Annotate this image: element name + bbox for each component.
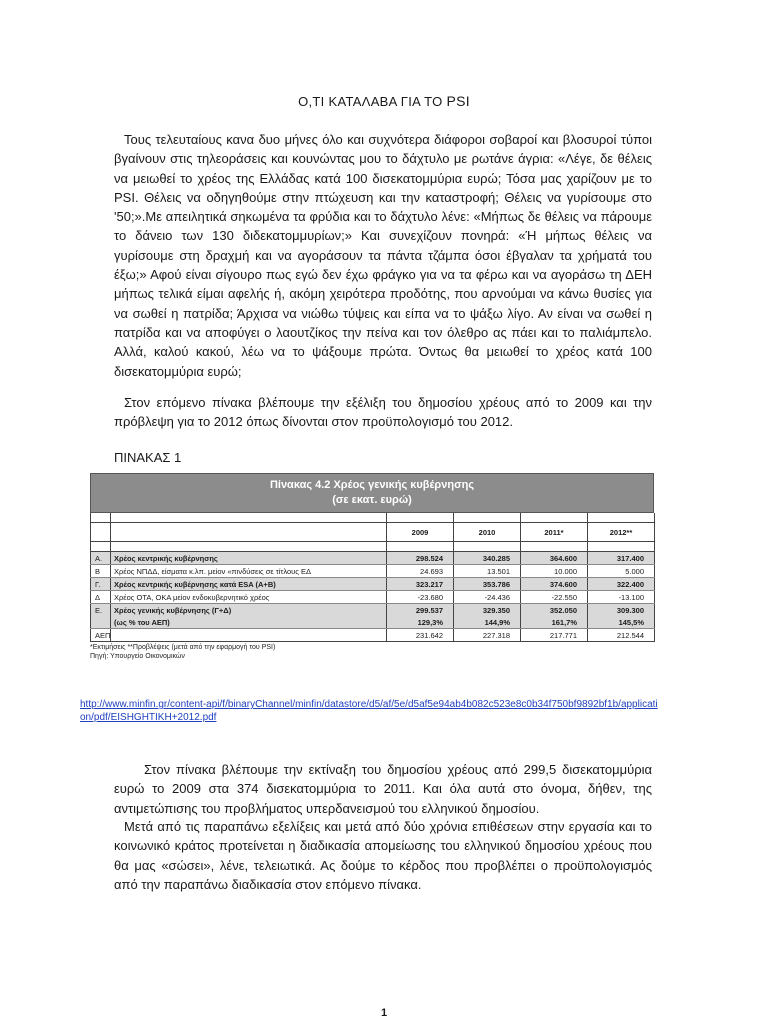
row-label: Χρέος ΝΠΔΔ, είσματα κ.λπ. μείον «πινδύσεις σε τίτλους ΕΔ: [111, 565, 387, 578]
debt-table-subtitle: (σε εκατ. ευρώ): [332, 494, 412, 506]
cell-value: 323.217: [387, 578, 454, 591]
source-link[interactable]: http://www.minfin.gr/content-api/f/binaryChannel/minfin/datastore/d5/af/5e/d5af5e94ab4b082c523e8c0b34f750bf9892bf1b/application/pdf/EISHGHTIKH+2012.pdf: [80, 699, 658, 723]
table-row: [91, 552, 655, 565]
cell-value: 353.786: [454, 578, 521, 591]
paragraph-analysis: Στον πίνακα βλέπουμε την εκτίναξη του δημοσίου χρέους από 299,5 δισεκατομμύρια ευρώ το 2009 στα 374 δισεκατομμύρια το 2011. Και όλα αυτά στο όνομα, δήθεν, της αντιμετώπισης του προβλήματος υπερδανεισμού του ελληνικού δημοσίου.: [114, 762, 652, 816]
cell-value: 145,5%: [588, 616, 655, 629]
table-header-row: [91, 523, 655, 542]
debt-table-figure: [90, 473, 654, 661]
table-row: [91, 565, 655, 578]
cell-value: 10.000: [521, 565, 588, 578]
cell-value: 298.524: [387, 552, 454, 565]
cell-value: -22.550: [521, 591, 588, 604]
cell-value: -24.436: [454, 591, 521, 604]
paragraph-conclusion: Μετά από τις παραπάνω εξελίξεις και μετά από δύο χρόνια επιθέσεων στην εργασία και το κοινωνικό κράτος προτείνεται η διαδικασία απομείωσης του ελληνικού δημοσίου χρέους που θα μας «σώσει», λένε, τελειωτικά. Ας δούμε το κέρδος που προβλέπει ο προϋπολογισμός από την παραπάνω διαδικασία στον επόμενο πίνακα.: [114, 819, 652, 892]
table-notes: [90, 643, 654, 661]
cell-value: 309.300: [588, 604, 655, 617]
debt-table-header: [90, 473, 654, 513]
paragraph-table-intro: Στον επόμενο πίνακα βλέπουμε την εξέλιξη του δημοσίου χρέους από το 2009 και την πρόβλεψη για το 2012 όπως δίνονται στον προϋπολογισμό του 2012.: [114, 395, 652, 430]
cell-value: 24.693: [387, 565, 454, 578]
row-code: Β: [91, 565, 111, 578]
cell-value: 364.600: [521, 552, 588, 565]
page-title: [0, 93, 768, 109]
cell-value: -23.680: [387, 591, 454, 604]
table-footnote: *Εκτιμήσεις **Προβλέψεις (μετά από την εφαρμογή του PSI): [90, 644, 276, 651]
debt-table-title: Πίνακας 4.2 Χρέος γενικής κυβέρνησης: [269, 479, 475, 491]
table-source: Πηγή: Υπουργείο Οικονομικών: [90, 653, 185, 660]
row-code: Ε.: [91, 604, 111, 617]
row-label: Χρέος ΟΤΑ, ΟΚΑ μείον ενδοκυβερνητικό χρέος: [111, 591, 387, 604]
year-header: 2010: [454, 523, 521, 542]
cell-value: 340.285: [454, 552, 521, 565]
cell-value: 374.600: [521, 578, 588, 591]
title-text: Ο,ΤΙ ΚΑΤΑΛΑΒΑ ΓΙΑ ΤΟ: [298, 94, 447, 109]
row-label: Χρέος κεντρικής κυβέρνησης κατά ESA (Α+Β): [111, 578, 387, 591]
cell-value: 231.642: [387, 629, 454, 642]
cell-value: 227.318: [454, 629, 521, 642]
cell-value: 5.000: [588, 565, 655, 578]
cell-value: 352.050: [521, 604, 588, 617]
row-label: Χρέος κεντρικής κυβέρνησης: [111, 552, 387, 565]
row-code: Γ.: [91, 578, 111, 591]
cell-value: 217.771: [521, 629, 588, 642]
cell-value: 129,3%: [387, 616, 454, 629]
row-label: [111, 629, 387, 642]
cell-value: 322.400: [588, 578, 655, 591]
row-code: Δ: [91, 591, 111, 604]
cell-value: -13.100: [588, 591, 655, 604]
page-number: 1: [380, 1007, 388, 1019]
cell-value: 299.537: [387, 604, 454, 617]
table-caption: ΠΙΝΑΚΑΣ 1: [114, 450, 182, 465]
paragraph-intro: Τους τελευταίους κανα δυο μήνες όλο και συχνότερα διάφοροι σοβαροί και βλοσυροί τύποι βγαίνουν στις τηλεοράσεις και κουνώντας μου το δάχτυλο με ρωτάνε άγρια: «Λέγε, δε θέλεις να μειωθεί το χρέος της Ελλάδας κατά 100 δισεκατομμύρια ευρώ; Τόσα μας χαρίζουν με το PSI. Θέλεις να οδηγηθούμε στην πτώχευση και την καταστροφή; Θέλεις να γυρίσουμε στο '50;».Με απειλητικά σηκωμένα τα φρύδια και το δάχτυλο λένε: «Μήπως δε θέλεις να πάρουμε το δάνειο των 130 διδεκατομμυρίων;» Και συνεχίζουν πονηρά: «Ή μήπως θέλεις να γυρίσουμε στη δραχμή και να αγοράσουν τα πάντα τζάμπα όσοι έβγαλαν τα χρήματά του έξω;» Αφού είναι σίγουρο πως εγώ δεν έχω φράγκο για να τα φέρω και να αγοράσω τη ΔΕΗ μήπως τελικά είμαι αφελής ή, ακόμη χειρότερα προδότης, που αρνούμαι να κάνω θυσίες για να σωθεί η πατρίδα; Άρχισα να νιώθω τύψεις και είπα να το ψάξω λίγο. Αν είναι να σωθεί η πατρίδα και να αποφύγει ο λαουτζίκος την πείνα και τον όλεθρο ας πάει και το παλιάμπελο. Αλλά, καλού κακού, λέω να το ψάξουμε πρώτα. Όντως θα μειωθεί το χρέος κατά 100 δισεκατομμύρια ευρώ;: [114, 132, 652, 379]
cell-value: 317.400: [588, 552, 655, 565]
row-code: Α.: [91, 552, 111, 565]
cell-value: 212.544: [588, 629, 655, 642]
table-row: [91, 629, 655, 642]
year-header: 2011*: [521, 523, 588, 542]
cell-value: 329.350: [454, 604, 521, 617]
cell-value: 144,9%: [454, 616, 521, 629]
year-header: 2009: [387, 523, 454, 542]
cell-value: 161,7%: [521, 616, 588, 629]
cell-value: 13.501: [454, 565, 521, 578]
row-label: Χρέος γενικής κυβέρνησης (Γ+Δ): [111, 604, 387, 617]
year-header: 2012**: [588, 523, 655, 542]
row-label: (ως % του ΑΕΠ): [111, 616, 387, 629]
title-psi: PSI: [446, 93, 470, 109]
debt-table: [90, 513, 655, 642]
table-row: [91, 604, 655, 617]
row-code: ΑΕΠ: [91, 629, 111, 642]
table-row: [91, 578, 655, 591]
table-row: [91, 591, 655, 604]
table-row: [91, 616, 655, 629]
row-code: [91, 616, 111, 629]
